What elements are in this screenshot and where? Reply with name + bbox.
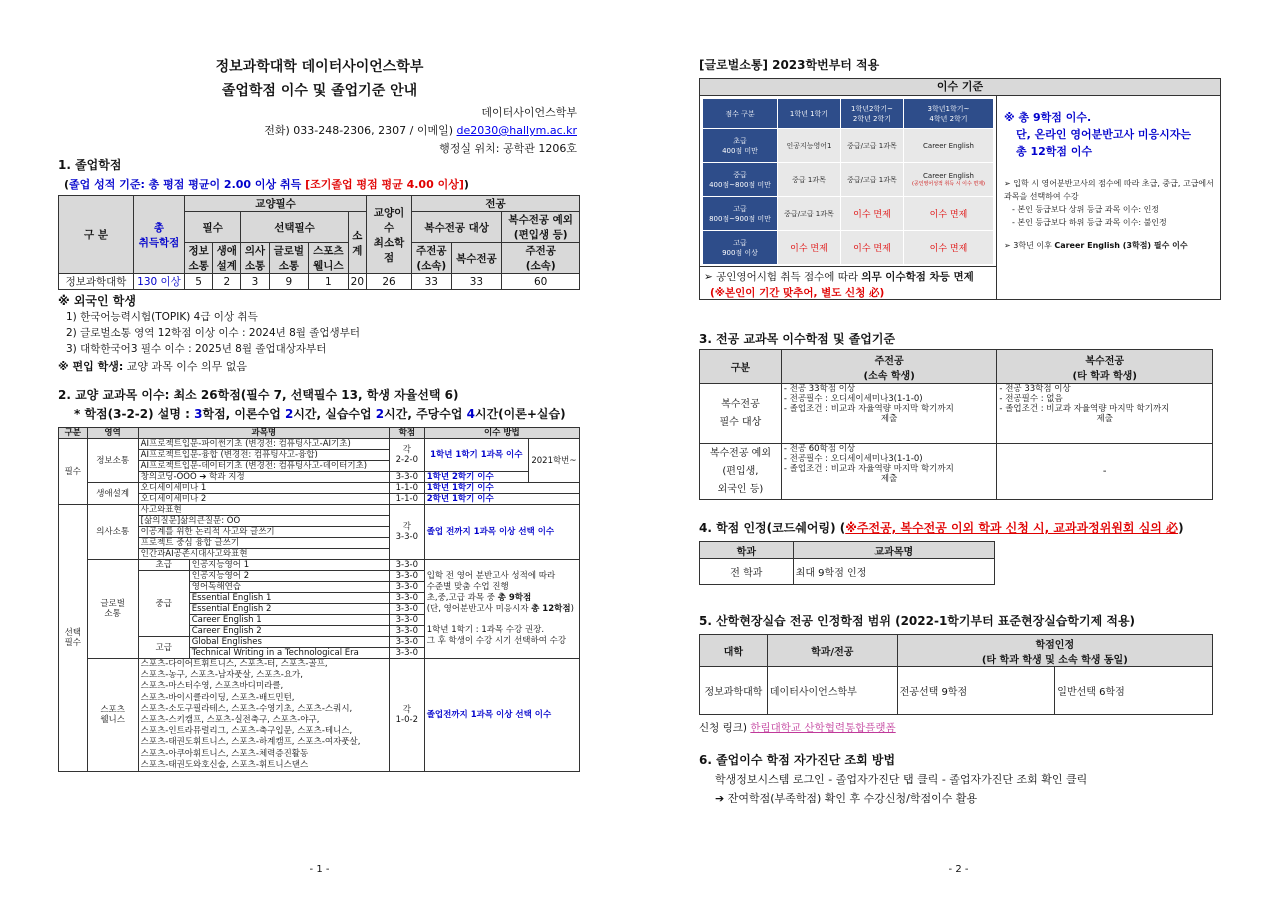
credit: 3-3-0 [389, 604, 424, 615]
total-h1: 총 [153, 221, 165, 234]
sc1: 각 [402, 705, 411, 716]
t5-v1: 정보과학대학 [700, 667, 768, 715]
sc2: 1-0-2 [395, 715, 418, 726]
cat-required: 필수 [59, 439, 88, 505]
g-career-note: (공인영어성적 취득 시 이수 면제) [911, 181, 985, 187]
elective-header: 선택필수 [241, 212, 348, 243]
major-table [699, 349, 1213, 500]
cg1: 소통 [278, 260, 300, 272]
section-1-title: 1. 졸업학점 [58, 158, 122, 172]
level-high: 고급 [138, 637, 189, 659]
t5-h2: 학과/전공 [767, 635, 897, 667]
r1m: - 전공 33학점 이상 [783, 384, 856, 394]
g-cell: 중급 1과목 [778, 163, 841, 197]
gb1a: ➢ 공인영어시험 취득 점수에 따라 [704, 271, 862, 283]
r1d: - 전공필수 : 없음 [999, 394, 1063, 404]
global-total [1004, 109, 1214, 160]
row-val: 33 [451, 274, 502, 290]
t4-h2: 교과목명 [793, 542, 994, 559]
transfer-label: ※ 편입 학생: [58, 360, 124, 373]
r1l1: 필수 대상 [719, 416, 762, 428]
s6-line: ➔ 잔여학점(부족학점) 확인 후 수강신청/학점이수 활용 [715, 792, 978, 805]
r1d: 제출 [1096, 414, 1113, 424]
col-life [213, 243, 241, 274]
t3-row2-double: - [997, 444, 1213, 500]
global-box-header: 이수 기준 [700, 79, 1220, 96]
cc0: 의사 [244, 245, 266, 257]
doc-title-1: 정보과학대학 데이터사이언스학부 [215, 59, 424, 75]
t5h3b: (타 학과 학생 및 소속 학생 동일) [981, 654, 1128, 666]
t4-v2: 최대 9학점 인정 [793, 559, 994, 585]
foreign-list [66, 309, 360, 357]
credit: 3-3-0 [389, 615, 424, 626]
course: Global Englishes [189, 637, 389, 648]
link-label: 신청 링크) [699, 722, 748, 734]
course: Career English 1 [189, 615, 389, 626]
row-val: 26 [367, 274, 412, 290]
g-row-label: 초급 400점 미만 [703, 129, 778, 163]
ce1: 3 [194, 407, 203, 421]
gm3a: 초,중,고급 과목 중 [426, 593, 498, 603]
minlib-h2: 최소학점 [373, 236, 405, 264]
gm2: 수준별 맞춤 수업 진행 [426, 582, 509, 592]
g-cell: 중급/고급 1과목 [840, 129, 903, 163]
h-credit: 학점 [389, 428, 424, 439]
transfer-text: 교양 과목 이수 의무 없음 [126, 360, 248, 373]
gn3: - 본인 등급보다 하위 등급 과목 이수: 불인정 [1012, 218, 1167, 227]
course: Career English 2 [189, 626, 389, 637]
col-glob [269, 243, 309, 274]
course: 이공계를 위한 논리적 사고와 글쓰기 [138, 527, 389, 538]
g-cell: 중급/고급 1과목 [778, 197, 841, 231]
section-4-title [699, 519, 1184, 536]
sport-line: 스포츠-스키캠프, 스포츠-실전축구, 스포츠-야구, [140, 715, 320, 726]
foreign-item: 3) 대학한국어3 필수 이수 : 2025년 8월 졸업대상자부터 [66, 343, 327, 355]
credit-explain [74, 405, 566, 422]
row-val: 5 [185, 274, 213, 290]
s6-line: 학생정보시스템 로그인 - 졸업자가진단 탭 클릭 - 졸업자가진단 조회 확인 클릭 [715, 773, 1088, 786]
m30: 주전공 [525, 245, 556, 257]
sport-line: 스포츠-바이시클라이딩, 스포츠-배드민턴, [140, 692, 295, 703]
credit: 3-3-0 [389, 571, 424, 582]
course: [삶의질문]삶의큰질문: OO [138, 516, 389, 527]
row-total: 130 이상 [134, 274, 185, 290]
cs1: 웰니스 [313, 260, 344, 272]
info-credit [389, 439, 424, 472]
method: 2학년 1학기 이수 [424, 494, 579, 505]
gm4 [427, 604, 577, 615]
m10: 주전공 [416, 245, 447, 257]
course: 인공지능영어 1 [189, 560, 389, 571]
g-cell-exempt: 이수 면제 [840, 231, 903, 265]
g-col-3: 3학년1학기~ 4학년 2학기 [903, 99, 993, 129]
ic1: 각 [402, 445, 411, 455]
ce8: 시간(이론+실습) [474, 407, 566, 421]
credit: 3-3-0 [389, 648, 424, 659]
ag1: 소통 [104, 609, 121, 619]
gn2: - 본인 등급보다 상위 등급 과목 이수: 인정 [1012, 205, 1160, 214]
ce6: 시간, 주당수업 [384, 407, 467, 421]
cg0: 글로벌 [273, 245, 305, 257]
row-label: 정보과학대학 [59, 274, 134, 290]
g-row-label: 고급 800점~900점 미만 [703, 197, 778, 231]
row-val: 20 [348, 274, 366, 290]
col-major-2: 복수전공 [451, 243, 502, 274]
course: AI프로젝트입문-파이썬기초 (변경전: 컴퓨팅사고-AI기초) [138, 439, 389, 450]
r1m: 제출 [880, 414, 898, 424]
global-box [699, 78, 1221, 300]
g-cell: 중급/고급 1과목 [840, 163, 903, 197]
credit: 3-3-0 [389, 560, 424, 571]
sport-line: 스포츠-소도구필라테스, 스포츠-수영기초, 스포츠-스쿼시, [140, 703, 353, 714]
section-3-title: 3. 전공 교과목 이수학점 및 졸업기준 [699, 332, 896, 346]
el1: 필수 [64, 638, 82, 649]
contact-line [264, 122, 577, 138]
required-header: 필수 [185, 212, 241, 243]
self-check-steps [715, 770, 1087, 808]
industry-platform-link[interactable]: 한림대학교 산학협력통합플랫폼 [750, 722, 896, 734]
r1d: - 졸업조건 : 비교과 자율역량 마지막 학기까지 [999, 404, 1170, 414]
gb1 [704, 269, 974, 285]
sport-line: 스포츠-마스터수영, 스포츠바디미라클, [140, 681, 284, 692]
dept-label: 데이터사이언스학부 [481, 106, 577, 119]
col-sport [309, 243, 349, 274]
total-header [134, 196, 185, 274]
t4-h1: 학과 [700, 542, 794, 559]
ce4: 시간, 실습수업 [293, 407, 376, 421]
t3-double-header [997, 350, 1213, 384]
r1m: - 졸업조건 : 비교과 자율역량 마지막 학기까지 [783, 404, 954, 414]
col-info [185, 243, 213, 274]
area-life: 생애설계 [87, 483, 138, 505]
row-val: 9 [269, 274, 309, 290]
h-cat: 구분 [59, 428, 88, 439]
credit: 1-1-0 [389, 483, 424, 494]
g-row-label: 고급 900점 이상 [703, 231, 778, 265]
col-comm [241, 243, 269, 274]
gm4c: ) [570, 604, 574, 614]
g-cell-exempt: 이수 면제 [903, 197, 993, 231]
sport-method: 졸업전까지 1과목 이상 선택 이수 [424, 659, 579, 772]
early-graduation: [조기졸업 평점 평균 4.00 이상] [305, 178, 464, 191]
credit: 3-3-0 [389, 637, 424, 648]
major-header: 전공 [412, 196, 580, 212]
area-sport [87, 659, 138, 772]
info-year: 2021학번~ [528, 439, 579, 483]
global-grid [702, 98, 994, 265]
ce2: 학점, 이론수업 [202, 407, 285, 421]
r1l0: 복수전공 [721, 398, 760, 410]
gb2: (※본인이 기간 맞추어, 별도 신청 必) [710, 287, 885, 299]
t3-main-header [781, 350, 997, 384]
r1d: - 전공 33학점 이상 [999, 384, 1071, 394]
gb1b: 의무 이수학점 차등 면제 [861, 271, 974, 283]
page-2 [639, 0, 1278, 902]
course: AI프로젝트입문-융합 (변경전: 컴퓨팅사고-융합) [138, 450, 389, 461]
sport-line: 스포츠-인트라뮤럴리그, 스포츠-축구입문, 스포츠-테니스, [140, 726, 353, 737]
cc1: 소통 [244, 260, 266, 272]
ce0: * 학점(3-2-2) 설명 : [74, 407, 195, 421]
sport-line: 스포츠-다이어트휘트니스, 스포츠-터, 스포츠-골프, [140, 659, 328, 669]
g-career: Career English [923, 172, 974, 180]
foreign-item: 1) 한국어능력시험(TOPIK) 4급 이상 취득 [66, 311, 258, 323]
dexc-h1: 복수전공 예외 [508, 214, 573, 226]
t3m1: 주전공 [874, 355, 904, 367]
g-col-0: 점수 구분 [703, 99, 778, 129]
sport-line: 스포츠-농구, 스포츠-남자풋살, 스포츠-요가, [140, 670, 303, 681]
gt3: 총 12학점 이수 [1016, 145, 1093, 158]
global-title: [글로벌소통] 2023학번부터 적용 [699, 58, 880, 72]
total-h2: 취득학점 [138, 236, 180, 249]
comm-credit [389, 505, 424, 560]
link-line [699, 720, 896, 735]
course: Technical Writing in a Technological Era [189, 648, 389, 659]
gt2: 단, 온라인 영어분반고사 미응시자는 [1016, 128, 1192, 141]
g-cell-exempt: 이수 면제 [778, 231, 841, 265]
info-method: 1학년 1학기 1과목 이수 [424, 439, 528, 472]
t5-v3: 전공선택 9학점 [897, 667, 1055, 715]
paren-close: ) [463, 178, 469, 191]
ce3: 2 [284, 407, 294, 421]
gm6: 그 후 학생이 수강 시기 선택하여 수강 [426, 636, 567, 646]
section-2-title: 2. 교양 교과목 이수: 최소 26학점(필수 7, 선택필수 13, 학생 자율선택 6) [58, 388, 459, 402]
page-number-1: - 1 - [309, 864, 330, 875]
col-major-3 [502, 243, 580, 274]
fieldwork-table [699, 634, 1213, 715]
liberal-header: 교양필수 [185, 196, 367, 212]
r2l0: 복수전공 예외 [709, 447, 771, 459]
section-5-title: 5. 산학현장실습 전공 인정학점 범위 (2022-1학기부터 표준현장실습학기제 적용) [699, 614, 1136, 628]
col-major-1 [412, 243, 452, 274]
office-location: 행정실 위치: 공학관 1206호 [439, 142, 577, 155]
course: 인간과AI공존시대사고와표현 [138, 549, 389, 560]
gm3 [427, 593, 577, 604]
s4b: ※주전공, 복수전공 이외 학과 신청 시, 교과과정위원회 심의 必 [845, 521, 1179, 535]
ic2: 2-2-0 [395, 455, 418, 465]
credits-table [58, 195, 580, 290]
t3-gubun: 구분 [700, 350, 782, 384]
global-bottom [704, 269, 974, 301]
r2m: - 전공 60학점 이상 [783, 444, 856, 454]
gm4a: (단, 영어분반고사 미응시자 [426, 604, 532, 614]
ci0: 정보 [188, 245, 209, 257]
gn4 [1004, 239, 1216, 252]
contact-prefix: 전화) 033-248-2306, 2307 / 이메일) [264, 124, 454, 137]
transfer-line [58, 358, 247, 374]
gubun-header: 구 분 [59, 196, 134, 274]
global-divider [996, 96, 997, 299]
g-cell: Career English [903, 129, 993, 163]
r2l2: 외국인 등) [717, 483, 764, 495]
area-glob [87, 560, 138, 659]
r2m: - 졸업조건 : 비교과 자율역량 마지막 학기까지 [783, 464, 954, 474]
el0: 선택 [64, 628, 82, 639]
cc2: 3-3-0 [395, 532, 418, 542]
sport-line: 스포츠-아쿠아휘트니스, 스포츠-체력증진활동 [140, 748, 309, 759]
row-val: 60 [502, 274, 580, 290]
gm5: 1학년 1학기 : 1과목 수강 권장. [426, 625, 545, 635]
double-exception-header [502, 212, 580, 243]
r1m: - 전공필수 : 오디세이세미나3(1-1-0) [783, 394, 923, 404]
global-bottom-rule [700, 266, 996, 267]
r2m: 제출 [880, 474, 898, 484]
m31: (소속) [525, 260, 556, 272]
credit: 3-3-0 [389, 582, 424, 593]
gn1: ➢ 입학 시 영어분반고사의 점수에 따라 초급, 중급, 고급에서 과목을 선택하여 수강 [1004, 179, 1214, 201]
minlib-h1: 교양이수 [373, 206, 405, 234]
row-val: 3 [241, 274, 269, 290]
subtotal-header [348, 212, 366, 274]
cl1: 설계 [216, 260, 237, 272]
t5-v2: 데이터사이언스학부 [767, 667, 897, 715]
double-major-header: 복수전공 대상 [412, 212, 502, 243]
h-course: 과목명 [138, 428, 389, 439]
sport-credit [389, 659, 424, 772]
doc-title-2: 졸업학점 이수 및 졸업기준 안내 [221, 83, 418, 99]
cs0: 스포츠 [313, 245, 344, 257]
r2m: - 전공필수 : 오디세이세미나3(1-1-0) [783, 454, 923, 464]
course: AI프로젝트입문-데이터기초 (변경전: 컴퓨팅사고-데이터기초) [138, 461, 389, 472]
grade-criteria-main: 졸업 성적 기준: 총 평점 평균이 2.00 이상 취득 [69, 178, 302, 191]
g-cell: 인공지능영어1 [778, 129, 841, 163]
level-mid: 중급 [138, 571, 189, 637]
s4c: ) [1178, 521, 1184, 535]
course: 창의코딩-OOO ➔ 학과 지정 [138, 472, 389, 483]
t3d2: (타 학과 학생) [1072, 370, 1137, 382]
g-cell-exempt: 이수 면제 [903, 231, 993, 265]
g-col-2: 1학년2학기~ 2학년 2학기 [840, 99, 903, 129]
sport-courses [138, 659, 389, 772]
t3-row1-double [997, 384, 1213, 444]
g-cell-career [903, 163, 993, 197]
t3-row1-main [781, 384, 997, 444]
m11: (소속) [416, 260, 447, 272]
method: 1학년 1학기 이수 [424, 483, 579, 494]
grade-criteria [64, 176, 469, 192]
foreign-item: 2) 글로벌소통 영역 12학점 이상 이수 : 2024년 8월 졸업생부터 [66, 327, 360, 339]
row-val: 2 [213, 274, 241, 290]
course: 프로젝트 중심 융합 글쓰기 [138, 538, 389, 549]
h-method: 이수 방법 [424, 428, 579, 439]
sub-h1: 소 [352, 229, 363, 242]
area-comm: 의사소통 [87, 505, 138, 560]
t4-v1: 전 학과 [700, 559, 794, 585]
sub-h2: 계 [352, 244, 363, 257]
gm4b: 총 12학점 [531, 604, 571, 614]
method: 1학년 2학기 이수 [424, 472, 528, 483]
foreign-title: ※ 외국인 학생 [58, 294, 136, 308]
sport-line: 스포츠-태권도휘트니스, 스포츠-하계캠프, 스포츠-여자풋살, [140, 737, 361, 748]
t5-h3 [897, 635, 1212, 667]
t3m2: (소속 학생) [863, 370, 915, 382]
level-basic: 초급 [138, 560, 189, 571]
credit: 1-1-0 [389, 494, 424, 505]
ce5: 2 [375, 407, 385, 421]
credit: 3-3-0 [389, 472, 424, 483]
dexc-h2: (편입생 등) [513, 229, 568, 241]
ci1: 소통 [188, 260, 209, 272]
t5-h1: 대학 [700, 635, 768, 667]
as0: 스포츠 [100, 705, 125, 716]
gn4a: ➢ 3학년 이후 [1004, 241, 1055, 250]
course: 영어독해연습 [189, 582, 389, 593]
course: Essential English 2 [189, 604, 389, 615]
gm-spacer [427, 615, 577, 625]
course: 오디세이세미나 2 [138, 494, 389, 505]
global-notes [1004, 177, 1216, 252]
paren-open: ( [64, 178, 70, 191]
row-val: 33 [412, 274, 452, 290]
r2l1: (편입생, [722, 465, 759, 477]
course: 오디세이세미나 1 [138, 483, 389, 494]
g-col-1: 1학년 1학기 [778, 99, 841, 129]
comm-method: 졸업 전까지 1과목 이상 선택 이수 [424, 505, 579, 560]
credit: 3-3-0 [389, 593, 424, 604]
gt1: ※ 총 9학점 이수. [1004, 111, 1092, 124]
t5-v4: 일반선택 6학점 [1055, 667, 1213, 715]
course: 사고와표현 [138, 505, 389, 516]
row-val: 1 [309, 274, 349, 290]
t3-row2-label [700, 444, 782, 500]
cc1: 각 [402, 522, 411, 532]
gm1: 입학 전 영어 분반고사 성적에 따라 [426, 571, 556, 581]
s4a: 4. 학점 인정(코드쉐어링) ( [699, 521, 846, 535]
t5h3a: 학점인정 [1035, 639, 1075, 651]
gm3b: 총 9학점 [497, 593, 532, 603]
t3d1: 복수전공 [1085, 355, 1125, 367]
section-6-title: 6. 졸업이수 학점 자가진단 조회 방법 [699, 753, 896, 767]
minlib-header [367, 196, 412, 274]
ag0: 글로벌 [100, 599, 125, 609]
as1: 웰니스 [100, 715, 125, 726]
page-number-2: - 2 - [948, 864, 969, 875]
credit: 3-3-0 [389, 626, 424, 637]
cat-elective [59, 505, 88, 772]
g-cell-exempt: 이수 면제 [840, 197, 903, 231]
h-area: 영역 [87, 428, 138, 439]
g-row-label: 중급 400점~800점 미만 [703, 163, 778, 197]
t3-row2-main [781, 444, 997, 500]
email-link[interactable]: de2030@hallym.ac.kr [456, 124, 577, 137]
area-info: 정보소통 [87, 439, 138, 483]
course: 인공지능영어 2 [189, 571, 389, 582]
glob-method [424, 560, 579, 659]
codeshare-table [699, 541, 995, 585]
cl0: 생애 [216, 245, 237, 257]
t3-row1-label [700, 384, 782, 444]
gn4b: Career English (3학점) 필수 이수 [1054, 241, 1188, 250]
course: Essential English 1 [189, 593, 389, 604]
liberal-courses-table [58, 427, 580, 772]
ce7: 4 [466, 407, 475, 421]
sport-line: 스포츠-태권도와호신술, 스포츠-휘트니스댄스 [140, 759, 309, 770]
